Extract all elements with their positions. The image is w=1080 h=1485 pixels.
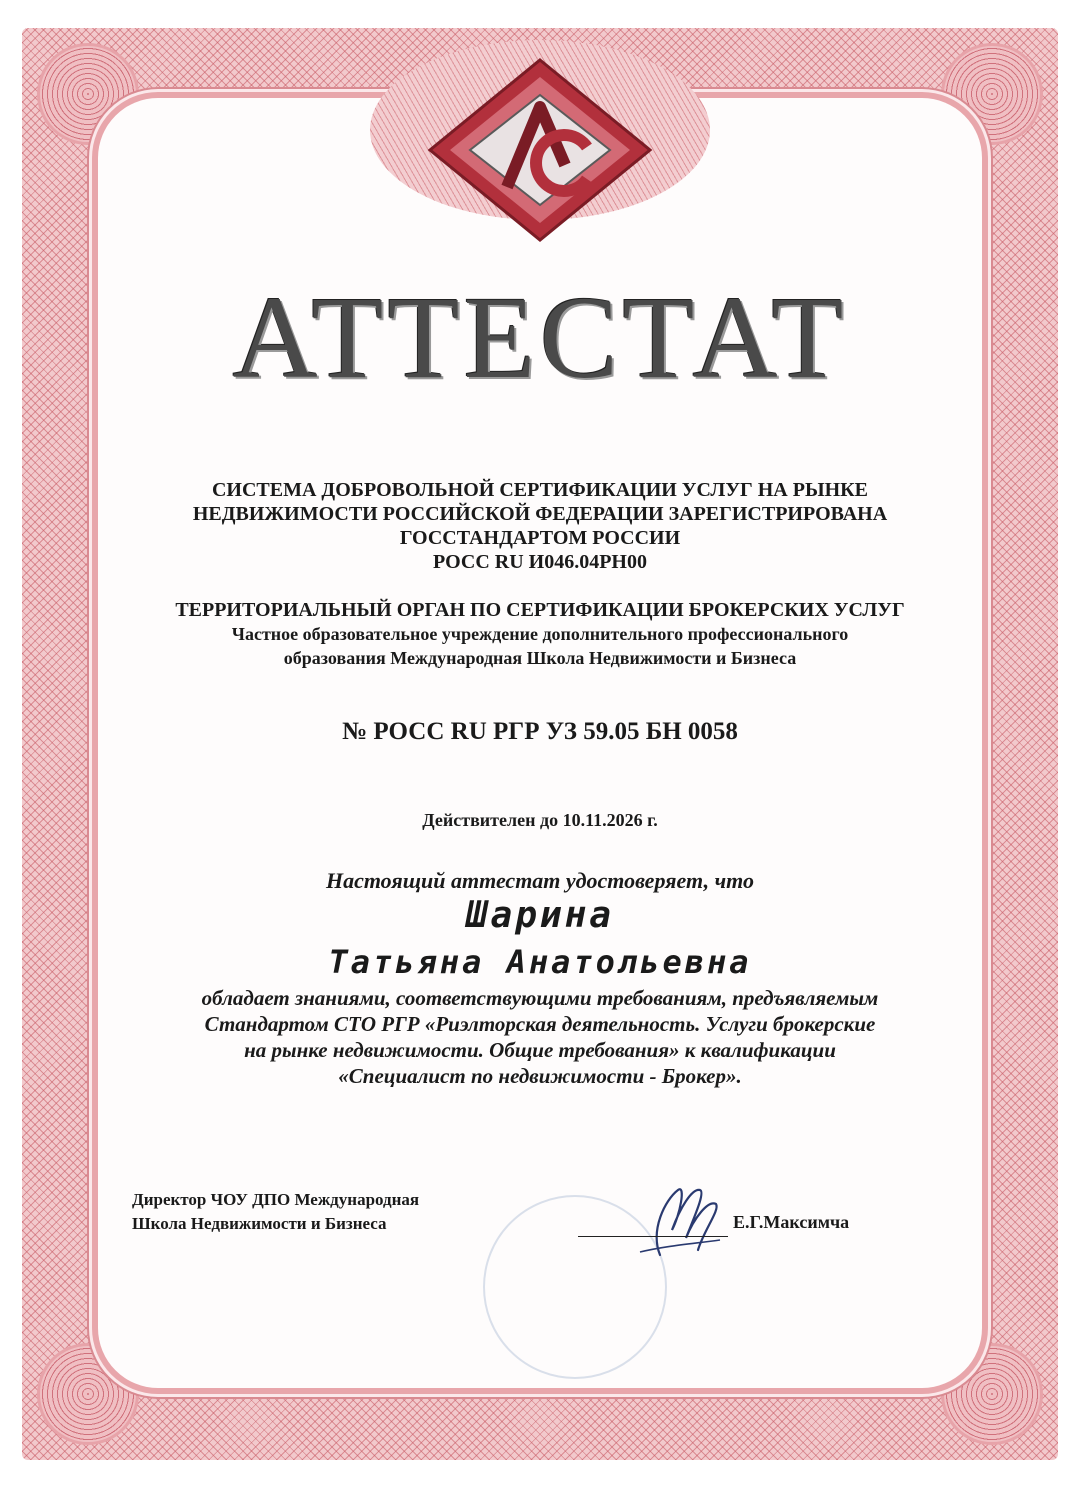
statement-line: Стандартом СТО РГР «Риэлторская деятельность. Услуги брокерские bbox=[204, 1012, 876, 1036]
director-line: Директор ЧОУ ДПО Международная bbox=[132, 1190, 420, 1209]
territorial-heading: ТЕРРИТОРИАЛЬНЫЙ ОРГАН ПО СЕРТИФИКАЦИИ БРОКЕРСКИХ УСЛУГ bbox=[175, 599, 905, 621]
system-line: ГОССТАНДАРТОМ РОССИИ bbox=[399, 527, 681, 549]
page-title: АТТЕСТАТ bbox=[232, 272, 848, 403]
organization-line: Частное образовательное учреждение дополнительного профессионального bbox=[231, 624, 849, 644]
organization-line: образования Международная Школа Недвижимости и Бизнеса bbox=[283, 648, 797, 668]
certifies-text: Настоящий аттестат удостоверяет, что bbox=[325, 868, 754, 893]
certification-system bbox=[120, 478, 960, 574]
system-line: СИСТЕМА ДОБРОВОЛЬНОЙ СЕРТИФИКАЦИИ УСЛУГ НА РЫНКЕ bbox=[211, 479, 868, 501]
holder-given-names: Татьяна Анатольевна bbox=[328, 943, 752, 981]
statement-line: «Специалист по недвижимости - Брокер». bbox=[338, 1064, 742, 1088]
territorial-body bbox=[120, 598, 960, 670]
statement-line: обладает знаниями, соответствующими требованиям, предъявляемым bbox=[201, 986, 879, 1010]
certificate-number: № РОСС RU РГР УЗ 59.05 БН 0058 bbox=[342, 718, 738, 745]
director-line: Школа Недвижимости и Бизнеса bbox=[132, 1214, 387, 1233]
director-title bbox=[132, 1188, 532, 1236]
registration-code: РОСС RU И046.04РН00 bbox=[432, 551, 647, 573]
holder-surname: Шарина bbox=[465, 895, 615, 936]
signature-line bbox=[578, 1236, 728, 1237]
signer-name: Е.Г.Максимча bbox=[733, 1212, 850, 1232]
system-line: НЕДВИЖИМОСТИ РОССИЙСКОЙ ФЕДЕРАЦИИ ЗАРЕГИСТРИРОВАНА bbox=[192, 503, 888, 525]
qualification-statement bbox=[110, 985, 970, 1089]
ac-diamond-emblem-icon bbox=[415, 55, 665, 245]
signature-icon bbox=[620, 1160, 740, 1280]
validity-date: Действителен до 10.11.2026 г. bbox=[422, 810, 658, 830]
statement-line: на рынке недвижимости. Общие требования» к квалификации bbox=[244, 1038, 836, 1062]
